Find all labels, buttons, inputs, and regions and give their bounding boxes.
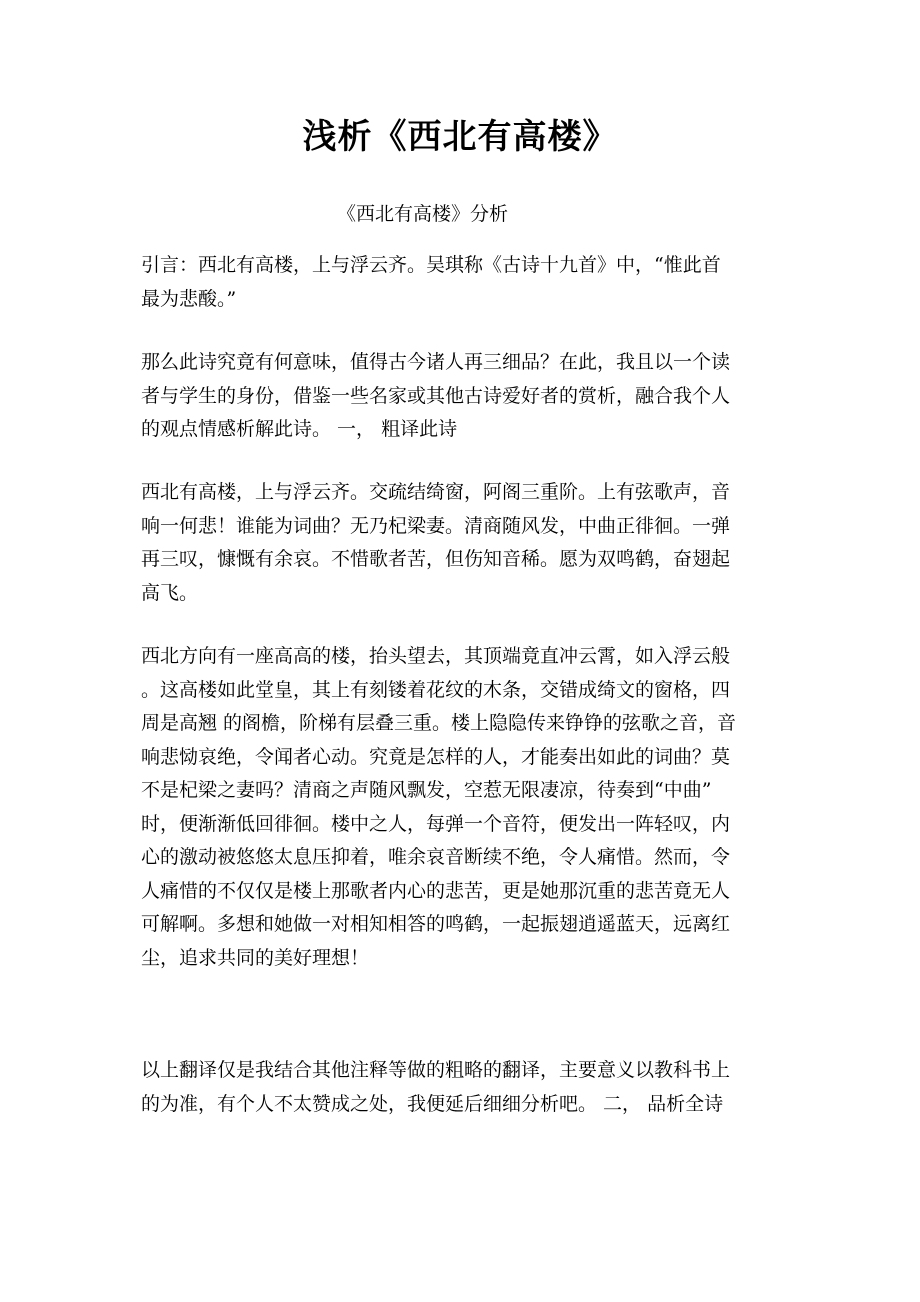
paragraph-line: 响悲恸哀绝，令闻者心动。究竟是怎样的人，才能奏出如此的词曲？莫 bbox=[141, 745, 731, 768]
paragraph-line: 西北方向有一座高高的楼，抬头望去，其顶端竟直冲云霄，如入浮云般 bbox=[141, 645, 731, 667]
paragraph-line: 可解啊。多想和她做一对相知相答的鸣鹤，一起振翅逍遥蓝天，远离红 bbox=[141, 913, 731, 935]
page-title: 浅析《西北有高楼》 bbox=[302, 117, 618, 157]
paragraph-line: 周是高翘 的阁檐，阶梯有层叠三重。楼上隐隐传来铮铮的弦歌之音，音 bbox=[141, 712, 737, 734]
paragraph-line: 。这高楼如此堂皇，其上有刻镂着花纹的木条，交错成绮文的窗格，四 bbox=[141, 678, 731, 701]
paragraph-line: 的观点情感析解此诗。 一， 粗译此诗 bbox=[141, 418, 458, 440]
paragraph-line: 心的激动被悠悠太息压抑着，唯余哀音断续不绝，令人痛惜。然而，令 bbox=[141, 846, 731, 868]
paragraph-line: 最为悲酸。” bbox=[141, 287, 237, 310]
paragraph-conclusion bbox=[141, 1054, 781, 1121]
paragraph-line: 以上翻译仅是我结合其他注释等做的粗略的翻译，主要意义以教科书上 bbox=[141, 1059, 731, 1081]
paragraph-line: 时，便渐渐低回徘徊。楼中之人，每弹一个音符，便发出一阵轻叹，内 bbox=[141, 812, 731, 835]
paragraph-line: 西北有高楼，上与浮云齐。交疏结绮窗，阿阁三重阶。上有弦歌声，音 bbox=[141, 481, 731, 503]
paragraph-translation bbox=[141, 640, 781, 975]
paragraph-poem bbox=[141, 476, 781, 610]
paragraph-line: 那么此诗究竟有何意味，值得古今诸人再三细品？在此，我且以一个读 bbox=[141, 351, 731, 373]
paragraph-line: 的为准，有个人不太赞成之处，我便延后细细分析吧。 二， 品析全诗 bbox=[141, 1092, 724, 1115]
paragraph-line: 尘，追求共同的美好理想！ bbox=[141, 946, 370, 969]
page-subtitle: 《西北有高楼》分析 bbox=[337, 203, 509, 225]
paragraph-line: 人痛惜的不仅仅是楼上那歌者内心的悲苦，更是她那沉重的悲苦竟无人 bbox=[141, 879, 731, 902]
paragraph-line: 不是杞梁之妻吗？清商之声随风飘发，空惹无限凄凉，待奏到“中曲” bbox=[141, 779, 712, 801]
paragraph-line: 引言：西北有高楼，上与浮云齐。吴琪称《古诗十九首》中，“惟此首 bbox=[141, 254, 721, 276]
paragraph-line: 再三叹，慷慨有余哀。不惜歌者苦，但伤知音稀。愿为双鸣鹤，奋翅起 bbox=[141, 548, 731, 570]
paragraph-purpose bbox=[141, 346, 781, 447]
paragraph-line: 者与学生的身份，借鉴一些名家或其他古诗爱好者的赏析，融合我个人 bbox=[141, 384, 731, 407]
paragraph-line: 高飞。 bbox=[141, 581, 199, 604]
paragraph-line: 响一何悲！谁能为词曲？无乃杞梁妻。清商随风发，中曲正徘徊。一弹 bbox=[141, 514, 731, 537]
paragraph-intro bbox=[141, 249, 781, 316]
